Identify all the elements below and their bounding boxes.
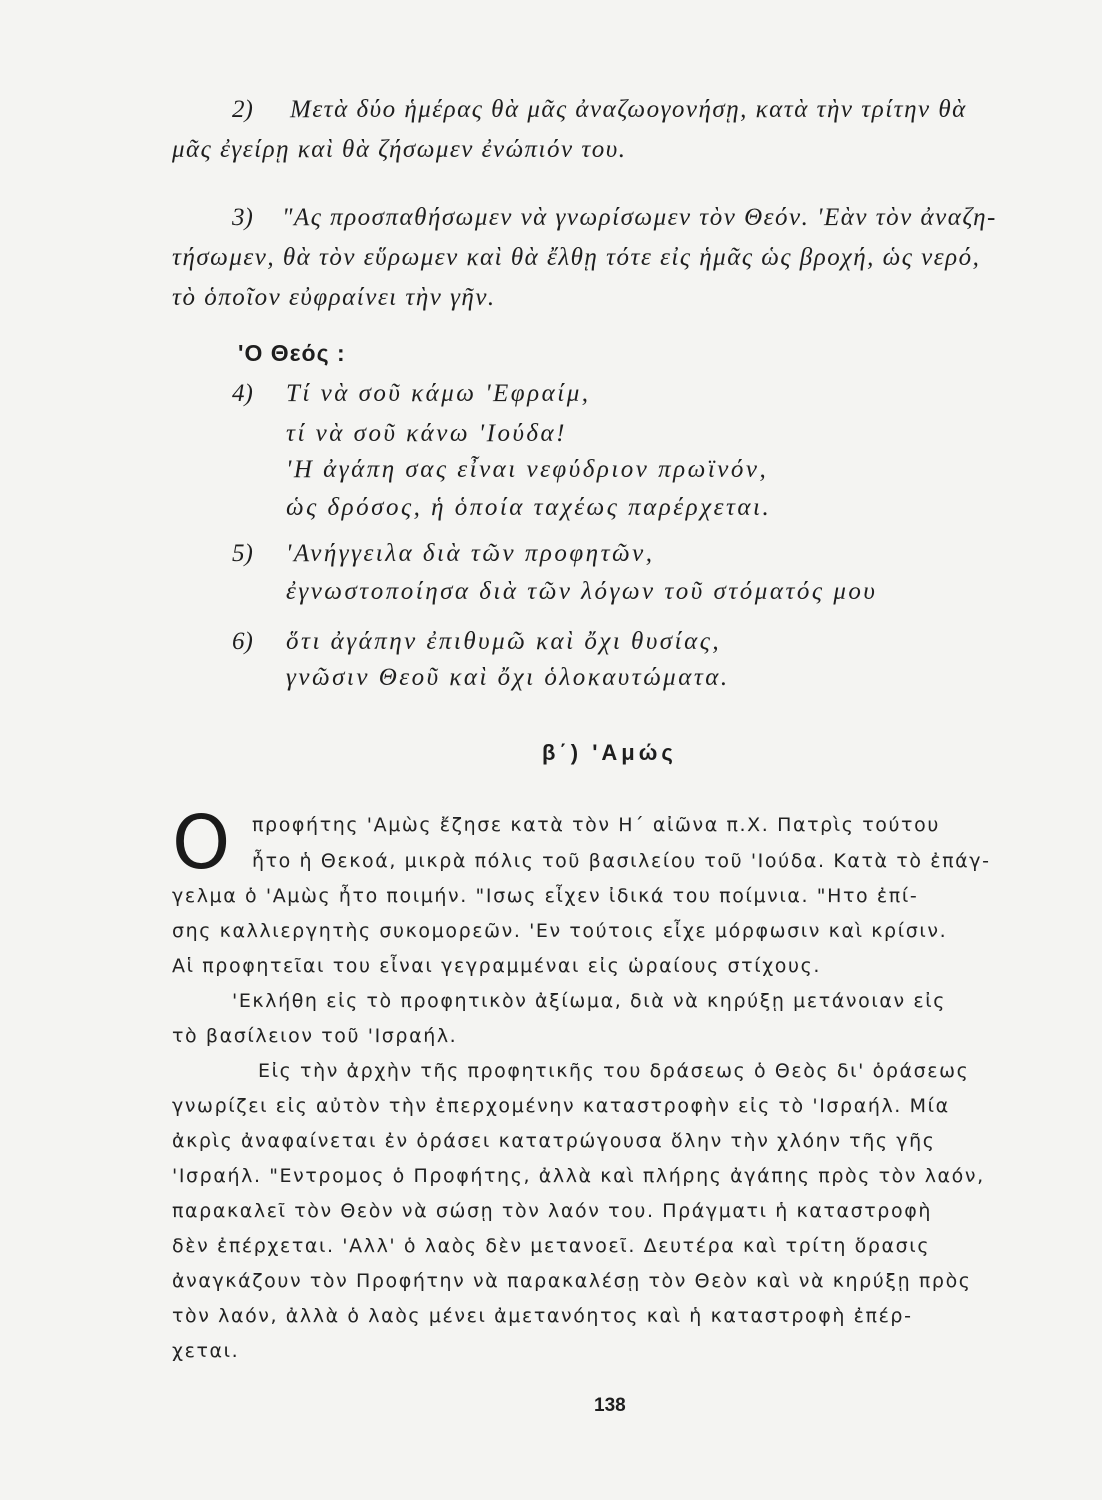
verse-number: 4): [232, 380, 253, 407]
amos-line-1: προφήτης 'Αμὼς ἔζησε κατὰ τὸν Η΄ αἰῶνα π.Χ. Πατρὶς τούτου: [252, 814, 940, 836]
verse-2-line-2: μᾶς ἐγείρῃ καὶ θὰ ζήσωμεν ἐνώπιόν του.: [172, 136, 627, 163]
verse-5-line-2: ἐγνωστοποίησα διὰ τῶν λόγων τοῦ στόματός μου: [286, 578, 878, 605]
verse-number: 6): [232, 628, 253, 655]
verse-number: 3): [232, 204, 253, 231]
speaker-heading: 'Ο Θεός :: [238, 340, 346, 366]
amos-line-8: Εἰς τὴν ἀρχὴν τῆς προφητικῆς του δράσεως ὁ Θεὸς δι' ὁράσεως: [258, 1060, 970, 1082]
amos-line-11: 'Ισραήλ. "Εντρομος ὁ Προφήτης, ἀλλὰ καὶ πλήρης ἀγάπης πρὸς τὸν λαόν,: [172, 1165, 985, 1187]
amos-line-4: σης καλλιεργητὴς συκομορεῶν. 'Εν τούτοις εἶχε μόρφωσιν καὶ κρίσιν.: [172, 920, 948, 942]
verse-4-line-1: Τί νὰ σοῦ κάμω 'Εφραίμ,: [286, 380, 591, 407]
verse-6-line-2: γνῶσιν Θεοῦ καὶ ὄχι ὁλοκαυτώματα.: [286, 664, 730, 691]
amos-line-14: ἀναγκάζουν τὸν Προφήτην νὰ παρακαλέσῃ τὸν Θεὸν καὶ νὰ κηρύξῃ πρὸς: [172, 1270, 972, 1292]
page-number: 138: [594, 1395, 626, 1416]
amos-line-2: ἦτο ἡ Θεκοά, μικρὰ πόλις τοῦ βασιλείου τοῦ 'Ιούδα. Κατὰ τὸ ἐπάγ-: [252, 850, 991, 872]
amos-line-10: ἀκρὶς ἀναφαίνεται ἐν ὁράσει κατατρώγουσα ὅλην τὴν χλόην τῆς γῆς: [172, 1130, 936, 1152]
amos-line-9: γνωρίζει εἰς αὐτὸν τὴν ἐπερχομένην καταστροφὴν εἰς τὸ 'Ισραήλ. Μία: [172, 1095, 950, 1117]
amos-line-7: τὸ βασίλειον τοῦ 'Ισραήλ.: [172, 1025, 458, 1047]
amos-line-5: Αἱ προφητεῖαι του εἶναι γεγραμμέναι εἰς ὡραίους στίχους.: [172, 955, 822, 977]
verse-3-line-2: τήσωμεν, θὰ τὸν εὕρωμεν καὶ θὰ ἔλθῃ τότε εἰς ἡμᾶς ὡς βροχή, ὡς νερό,: [172, 244, 981, 271]
amos-line-15: τὸν λαόν, ἀλλὰ ὁ λαὸς μένει ἀμετανόητος καὶ ἡ καταστροφὴ ἐπέρ-: [172, 1305, 913, 1327]
amos-line-13: δὲν ἐπέρχεται. 'Αλλ' ὁ λαὸς δὲν μετανοεῖ. Δευτέρα καὶ τρίτη ὅρασις: [172, 1235, 931, 1257]
verse-4-line-2: τί νὰ σοῦ κάνω 'Ιούδα!: [286, 420, 568, 447]
verse-number: 2): [232, 96, 253, 123]
amos-line-3: γελμα ὁ 'Αμὼς ἦτο ποιμήν. "Ισως εἶχεν ἰδικά του ποίμνια. "Ητο ἐπί-: [172, 885, 919, 907]
amos-line-12: παρακαλεῖ τὸν Θεὸν νὰ σώσῃ τὸν λαόν του. Πράγματι ἡ καταστροφὴ: [172, 1200, 932, 1222]
verse-2-line-1: Μετὰ δύο ἡμέρας θὰ μᾶς ἀναζωογονήσῃ, κατὰ τὴν τρίτην θὰ: [290, 96, 967, 123]
verse-6-line-1: ὅτι ἀγάπην ἐπιθυμῶ καὶ ὄχι θυσίας,: [286, 628, 722, 655]
verse-number: 5): [232, 540, 253, 567]
drop-cap: Ο: [172, 800, 231, 886]
amos-line-6: 'Εκλήθη εἰς τὸ προφητικὸν ἀξίωμα, διὰ νὰ κηρύξῃ μετάνοιαν εἰς: [232, 990, 946, 1012]
section-title: β΄) 'Αμώς: [542, 740, 677, 765]
amos-line-16: χεται.: [172, 1340, 240, 1362]
verse-3-line-3: τὸ ὁποῖον εὐφραίνει τὴν γῆν.: [172, 284, 496, 311]
verse-3-line-1: "Ας προσπαθήσωμεν νὰ γνωρίσωμεν τὸν Θεόν. 'Εὰν τὸν ἀναζη-: [282, 204, 997, 231]
verse-4-line-3: 'Η ἀγάπη σας εἶναι νεφύδριον πρωϊνόν,: [286, 456, 769, 483]
verse-5-line-1: 'Ανήγγειλα διὰ τῶν προφητῶν,: [286, 540, 655, 567]
verse-4-line-4: ὡς δρόσος, ἡ ὁποία ταχέως παρέρχεται.: [286, 494, 772, 521]
